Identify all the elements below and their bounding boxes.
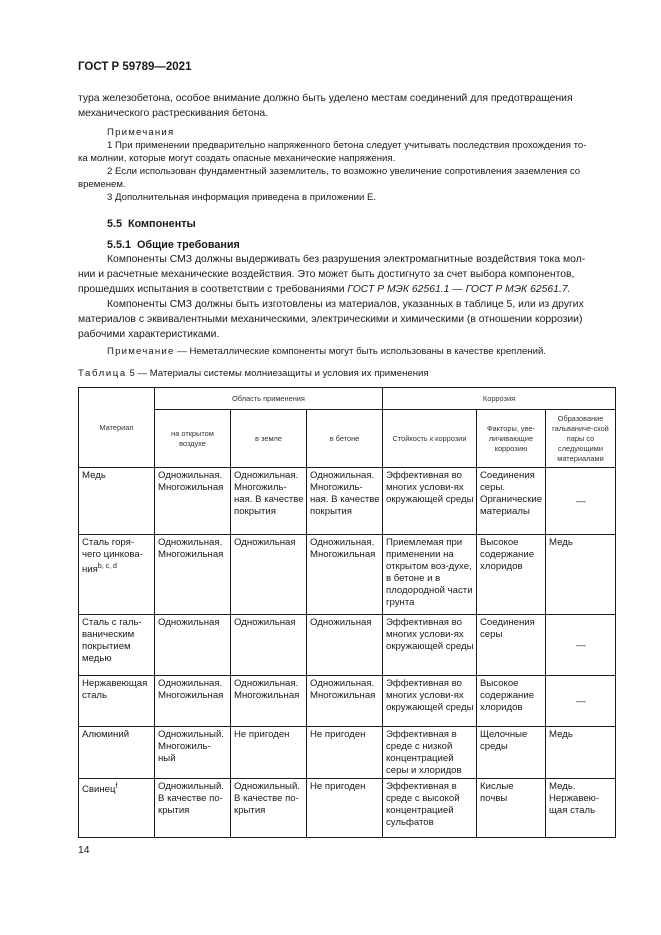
- table-cell: Медь. Нержавею-щая сталь: [546, 779, 616, 838]
- table-cell: Соединения серы: [477, 615, 546, 676]
- table-cell: Соединения серы. Органические материалы: [477, 468, 546, 535]
- notes-block: [78, 126, 614, 204]
- materials-table: [78, 387, 616, 838]
- note-label: Примечание: [107, 346, 175, 357]
- table-cell: Одножильная: [155, 615, 231, 676]
- material-cell: [79, 676, 155, 727]
- column-header: в бетоне: [307, 410, 383, 468]
- note-line: ка молнии, которые могут создать опасные механические напряжения.: [78, 153, 396, 164]
- table-cell: Одножильный. В качестве по-крытия: [231, 779, 307, 838]
- table-cell: —: [546, 676, 616, 727]
- material-cell: [79, 535, 155, 615]
- table-cell: Медь: [546, 535, 616, 615]
- section-title: Компоненты: [128, 218, 196, 230]
- paragraph-line: Компоненты СМЗ должны выдерживать без разрушения электромагнитные воздействия тока мол-: [107, 254, 586, 265]
- table-cell: Одножильный. Многожиль-ный: [155, 727, 231, 779]
- paragraph-text: прошедших испытания в соответствии с требованиями: [78, 284, 348, 295]
- material-name: Сталь с галь-ваническим покрытием медью: [82, 617, 142, 664]
- table-cell: Эффективная во многих услови-ях окружающей среды: [383, 676, 477, 727]
- paragraph-line: нии и расчетные механические воздействия. Это может быть достигнуто за счет выбора компонентов,: [78, 269, 575, 280]
- paragraph-line: Компоненты СМЗ должны быть изготовлены из материалов, указанных в таблице 5, или из других: [107, 299, 584, 310]
- table-body: [79, 468, 616, 838]
- subsection-number: 5.5.1: [107, 239, 132, 251]
- table-cell: Высокое содержание хлоридов: [477, 676, 546, 727]
- footnote-marker: f: [115, 783, 118, 790]
- material-cell: [79, 615, 155, 676]
- table-cell: Одножильный. В качестве по-крытия: [155, 779, 231, 838]
- table-cell: Приемлемая при применении на открытом воз-духе, в бетоне и в плодородной части грунта: [383, 535, 477, 615]
- table-caption-label: Таблица: [78, 368, 127, 379]
- table-cell: —: [546, 615, 616, 676]
- material-name: Медь: [82, 470, 106, 481]
- table-cell: Одножильная: [231, 615, 307, 676]
- table-cell: Не пригоден: [307, 727, 383, 779]
- table-cell: Одножильная. Многожильная: [155, 535, 231, 615]
- section-number: 5.5: [107, 218, 123, 230]
- column-header: Стойкость к коррозии: [383, 410, 477, 468]
- paragraph-line: [78, 282, 614, 297]
- paragraph-components: [78, 252, 614, 297]
- subsection-title: Общие требования: [137, 239, 240, 251]
- table-cell: Медь: [546, 727, 616, 779]
- column-header: в земле: [231, 410, 307, 468]
- page-number: 14: [78, 845, 90, 856]
- table-row: [79, 535, 616, 615]
- column-header: Материал: [79, 388, 155, 468]
- table-cell: Одножильная. Многожильная: [307, 676, 383, 727]
- table-cell: Эффективная в среде с высокой концентрацией сульфатов: [383, 779, 477, 838]
- group-header: Коррозия: [383, 388, 616, 410]
- note-line: 3 Дополнительная информация приведена в приложении Е.: [107, 192, 377, 203]
- table-cell: Одножильная. Многожильная: [155, 468, 231, 535]
- table-row: [79, 676, 616, 727]
- material-cell: [79, 468, 155, 535]
- group-header: Область применения: [155, 388, 383, 410]
- intro-line: механического растрескивания бетона.: [78, 108, 269, 119]
- table-cell: Не пригоден: [231, 727, 307, 779]
- note-line: 1 При применении предварительно напряженного бетона следует учитывать последствия прохождения то-: [107, 140, 587, 151]
- table-cell: Одножильная: [307, 615, 383, 676]
- table-cell: Одножильная. Многожильная: [231, 676, 307, 727]
- material-name: Сталь горя-чего цинкова-ния: [82, 537, 143, 576]
- paragraph-materials: [78, 297, 614, 342]
- table-cell: Высокое содержание хлоридов: [477, 535, 546, 615]
- note-line: временем.: [78, 179, 126, 190]
- table-cell: —: [546, 468, 616, 535]
- table-row: [79, 779, 616, 838]
- table-cell: Одножильная. Многожильная: [307, 535, 383, 615]
- table-caption-text: 5 — Материалы системы молниезащиты и условия их применения: [129, 368, 429, 379]
- section-heading: [107, 218, 196, 230]
- table-cell: Эффективная во многих услови-ях окружающей среды: [383, 615, 477, 676]
- paragraph-line: материалов с эквивалентными механическими, электрическими и химическими (в отношении коррозии): [78, 314, 583, 325]
- intro-paragraph: [78, 91, 614, 121]
- table-cell: Эффективная во многих услови-ях окружающей среды: [383, 468, 477, 535]
- standard-reference: ГОСТ Р МЭК 62561.1 — ГОСТ Р МЭК 62561.7.: [347, 284, 571, 295]
- table-caption: [78, 368, 429, 379]
- intro-line: тура железобетона, особое внимание должно быть уделено местам соединений для предотвращения: [78, 93, 573, 104]
- table-row: [79, 727, 616, 779]
- material-name: Свинец: [82, 784, 116, 796]
- column-header: Образование гальваниче-ской пары со следующими материалами: [546, 410, 616, 468]
- paragraph-line: рабочими характеристиками.: [78, 329, 220, 340]
- table-row: [79, 615, 616, 676]
- table-cell: Не пригоден: [307, 779, 383, 838]
- material-name: Нержавеющая сталь: [82, 678, 148, 701]
- table-cell: Одножильная. Многожиль-ная. В качестве покрытия: [231, 468, 307, 535]
- notes-title: Примечания: [107, 127, 175, 138]
- column-header: на открытом воздухе: [155, 410, 231, 468]
- table-cell: Эффективная в среде с низкой концентрацией серы и хлоридов: [383, 727, 477, 779]
- material-name: Алюминий: [82, 729, 130, 740]
- subsection-heading: [107, 239, 240, 251]
- footnote-marker: b, c, d: [97, 563, 117, 570]
- column-header: Факторы, уве-личивающие коррозию: [477, 410, 546, 468]
- table-cell: Кислые почвы: [477, 779, 546, 838]
- table-cell: Щелочные среды: [477, 727, 546, 779]
- table-cell: Одножильная. Многожильная: [155, 676, 231, 727]
- material-cell: [79, 727, 155, 779]
- note-nonmetallic: [78, 345, 614, 358]
- page-header: ГОСТ Р 59789—2021: [78, 61, 192, 73]
- table-cell: Одножильная. Многожиль-ная. В качестве покрытия: [307, 468, 383, 535]
- table-cell: Одножильная: [231, 535, 307, 615]
- material-cell: [79, 779, 155, 838]
- note-line: 2 Если использован фундаментный заземлитель, то возможно увеличение сопротивления заземления со: [107, 166, 581, 177]
- note-text: — Неметаллические компоненты могут быть использованы в качестве креплений.: [177, 346, 546, 357]
- table-row: [79, 468, 616, 535]
